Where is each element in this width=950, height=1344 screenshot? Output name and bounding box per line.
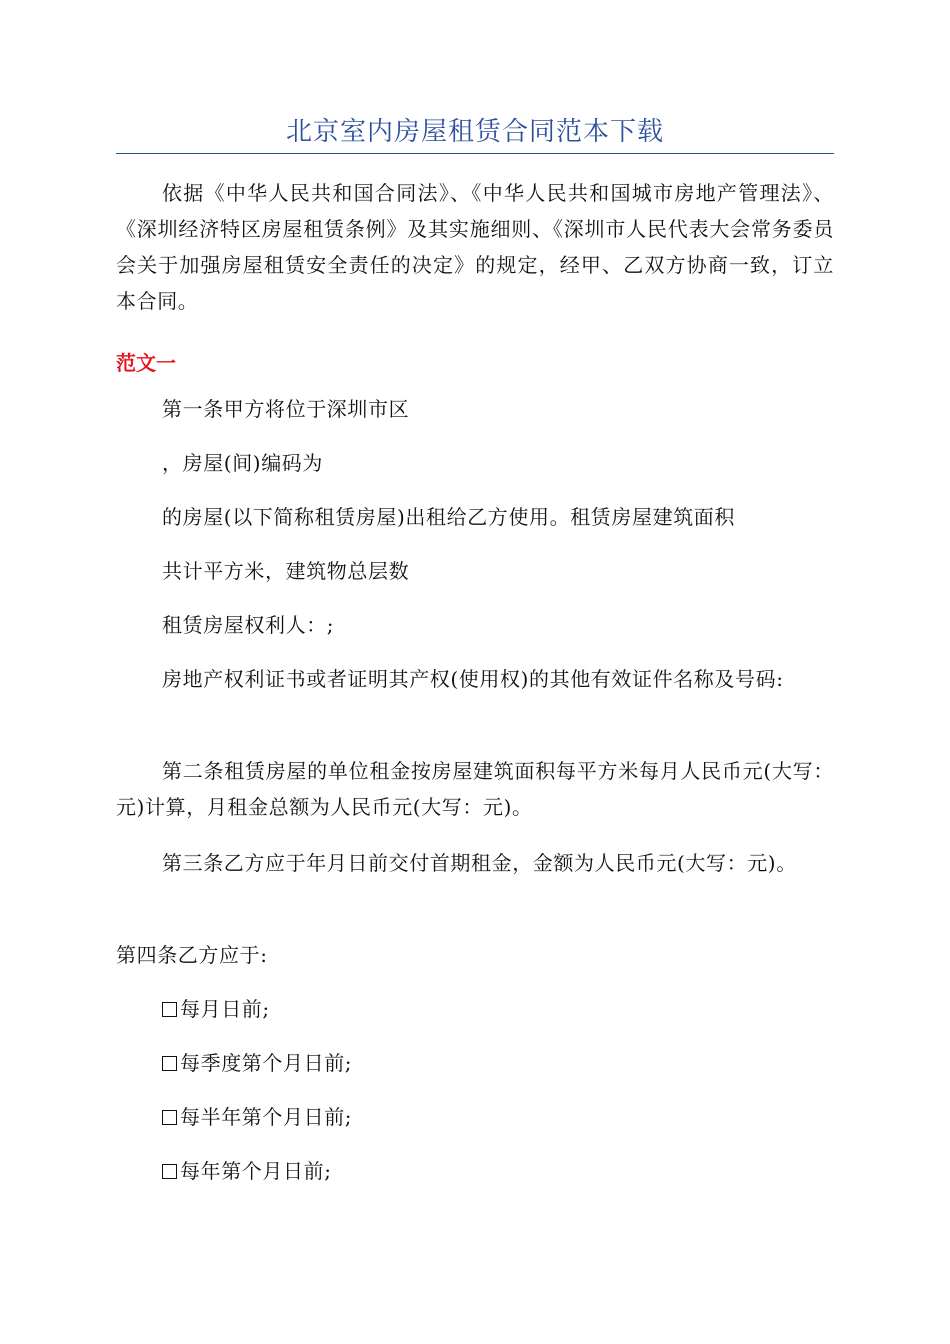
clause-1-line-2: ，房屋(间)编码为 — [162, 451, 324, 475]
payment-option — [162, 991, 270, 1027]
document-title: 北京室内房屋租赁合同范本下载 — [285, 117, 664, 147]
payment-option — [162, 1099, 352, 1135]
payment-option-label: 每年第个月日前; — [180, 1159, 332, 1183]
section-heading: 范文一 — [116, 351, 176, 375]
checkbox-icon — [162, 1002, 177, 1017]
title-underline — [116, 153, 834, 154]
clause-4-line: 第四条乙方应于: — [116, 943, 268, 967]
payment-option — [162, 1153, 332, 1189]
clause-1-line-4: 共计平方米，建筑物总层数 — [162, 559, 410, 583]
payment-option-label: 每月日前; — [180, 997, 270, 1021]
payment-option-label: 每半年第个月日前; — [180, 1105, 353, 1129]
clause-1-line-5: 租赁房屋权利人：; — [162, 613, 335, 637]
property-certificate-paragraph: 房地产权利证书或者证明其产权(使用权)的其他有效证件名称及号码: — [162, 667, 784, 691]
checkbox-icon — [162, 1110, 177, 1125]
payment-option-label: 每季度第个月日前; — [180, 1051, 353, 1075]
clause-3-paragraph: 第三条乙方应于年月日前交付首期租金，金额为人民币元(大写：元)。 — [162, 851, 797, 875]
checkbox-icon — [162, 1056, 177, 1071]
payment-option — [162, 1045, 352, 1081]
clause-2-paragraph: 第二条租赁房屋的单位租金按房屋建筑面积每平方米每月人民币元(大写：元)计算，月租金总额为人民币元(大写：元)。 — [116, 759, 834, 819]
intro-paragraph: 依据《中华人民共和国合同法》、《中华人民共和国城市房地产管理法》、《深圳经济特区房屋租赁条例》及其实施细则、《深圳市人民代表大会常务委员会关于加强房屋租赁安全责任的决定》的规定，经甲、乙双方协商一致，订立本合同。 — [116, 181, 834, 313]
checkbox-icon — [162, 1164, 177, 1179]
clause-1-line-3: 的房屋(以下简称租赁房屋)出租给乙方使用。租赁房屋建筑面积 — [162, 505, 736, 529]
clause-1-line-1: 第一条甲方将位于深圳市区 — [162, 397, 410, 421]
